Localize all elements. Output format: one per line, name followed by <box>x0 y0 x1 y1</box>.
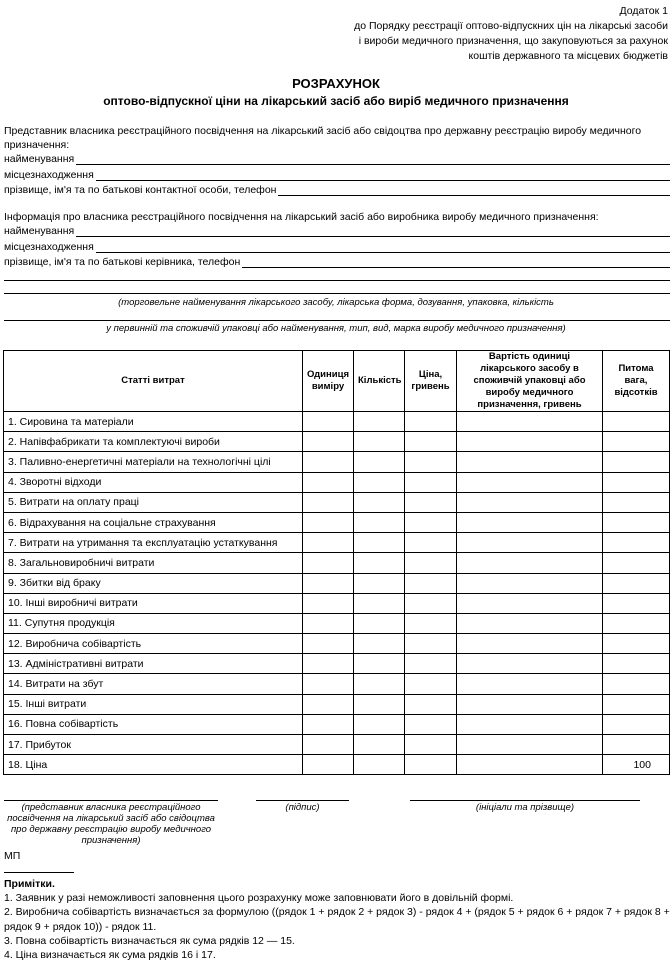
field-line[interactable] <box>76 152 670 165</box>
product-blank-line[interactable] <box>4 293 670 294</box>
cell-price[interactable] <box>405 735 457 755</box>
appendix-header <box>354 4 668 64</box>
owner-intro: Інформація про власника реєстраційного посвідчення на лікарський засіб або виробника виробу медичного призначення: <box>4 211 599 223</box>
signature-caption: (підпис) <box>285 802 320 813</box>
cell-price[interactable] <box>405 714 457 734</box>
notes-heading: Примітки. <box>4 878 55 890</box>
cell-price[interactable] <box>405 634 457 654</box>
field-label: найменування <box>4 153 75 165</box>
cell-item: 5. Витрати на оплату праці <box>4 492 303 512</box>
field-label: прізвище, ім'я та по батькові керівника, телефон <box>4 256 241 268</box>
appendix-line: Додаток 1 <box>619 5 668 17</box>
cell-share[interactable] <box>603 553 670 573</box>
cell-unit-cost[interactable] <box>457 512 603 532</box>
cell-unit-cost[interactable] <box>457 593 603 613</box>
cell-quantity[interactable] <box>354 613 405 633</box>
owner-head-field[interactable] <box>4 253 670 268</box>
cell-unit-cost[interactable] <box>457 533 603 553</box>
appendix-line: коштів державного та місцевих бюджетів <box>468 50 668 62</box>
cell-share[interactable] <box>603 613 670 633</box>
cell-share[interactable] <box>603 573 670 593</box>
cell-share[interactable] <box>603 412 670 432</box>
cell-item: 4. Зворотні відходи <box>4 472 303 492</box>
table-row <box>4 634 670 654</box>
cell-item: 10. Інші виробничі витрати <box>4 593 303 613</box>
cell-unit[interactable] <box>303 593 354 613</box>
cell-unit[interactable] <box>303 735 354 755</box>
header-share: Питома вага, відсотків <box>603 351 670 412</box>
cell-quantity[interactable] <box>354 533 405 553</box>
cell-share[interactable] <box>603 634 670 654</box>
cell-price[interactable] <box>405 613 457 633</box>
field-label: місцезнаходження <box>4 169 94 181</box>
cell-quantity[interactable] <box>354 573 405 593</box>
table-row <box>4 654 670 674</box>
table-header-row <box>4 351 670 412</box>
cell-quantity[interactable] <box>354 735 405 755</box>
cell-price[interactable] <box>405 533 457 553</box>
cell-share[interactable] <box>603 735 670 755</box>
field-label: найменування <box>4 225 75 237</box>
product-blank-line[interactable] <box>4 320 670 321</box>
cell-item: 14. Витрати на збут <box>4 674 303 694</box>
document-title: РОЗРАХУНОК <box>292 76 380 91</box>
cell-share[interactable]: 100 <box>603 755 670 775</box>
cell-unit-cost[interactable] <box>457 634 603 654</box>
cell-share[interactable] <box>603 593 670 613</box>
cell-price[interactable] <box>405 472 457 492</box>
cell-unit[interactable] <box>303 553 354 573</box>
representative-contact-field[interactable] <box>4 181 670 196</box>
cell-quantity[interactable] <box>354 472 405 492</box>
cell-item: 3. Паливно-енергетичні матеріали на технологічні цілі <box>4 452 303 472</box>
cell-share[interactable] <box>603 492 670 512</box>
cell-item: 15. Інші витрати <box>4 694 303 714</box>
cell-unit[interactable] <box>303 694 354 714</box>
table-row <box>4 674 670 694</box>
table-row <box>4 755 670 775</box>
cell-share[interactable] <box>603 674 670 694</box>
cost-table-body <box>4 412 670 775</box>
cell-share[interactable] <box>603 472 670 492</box>
cell-price[interactable] <box>405 755 457 775</box>
notes <box>4 877 670 962</box>
cell-item: 9. Збитки від браку <box>4 573 303 593</box>
cell-quantity[interactable] <box>354 694 405 714</box>
cell-price[interactable] <box>405 654 457 674</box>
cell-item: 18. Ціна <box>4 755 303 775</box>
stamp-label: МП <box>4 850 21 862</box>
cell-share[interactable] <box>603 654 670 674</box>
cell-price[interactable] <box>405 573 457 593</box>
cell-price[interactable] <box>405 492 457 512</box>
cell-item: 7. Витрати на утримання та експлуатацію устаткування <box>4 533 303 553</box>
representative-location-field[interactable] <box>4 166 670 181</box>
field-line[interactable] <box>96 168 670 181</box>
cell-quantity[interactable] <box>354 452 405 472</box>
table-row <box>4 452 670 472</box>
cell-unit-cost[interactable] <box>457 553 603 573</box>
representative-intro: Представник власника реєстраційного посвідчення на лікарський засіб або свідоцтва про державну реєстрацію виробу медичного призначення: <box>4 125 642 151</box>
cell-quantity[interactable] <box>354 593 405 613</box>
cell-price[interactable] <box>405 694 457 714</box>
appendix-line: і вироби медичного призначення, що закуповуються за рахунок <box>358 35 668 47</box>
cell-unit[interactable] <box>303 472 354 492</box>
cell-share[interactable] <box>603 512 670 532</box>
cell-unit-cost[interactable] <box>457 694 603 714</box>
cell-unit-cost[interactable] <box>457 755 603 775</box>
note-item: 1. Заявник у разі неможливості заповнення цього розрахунку може заповнювати його в довільній формі. <box>4 892 514 905</box>
cell-quantity[interactable] <box>354 432 405 452</box>
product-blank-line[interactable] <box>4 280 670 281</box>
cell-unit-cost[interactable] <box>457 472 603 492</box>
table-row <box>4 613 670 633</box>
note-item: 2. Виробнича собівартість визначається за формулою ((рядок 1 + рядок 2 + рядок 3) - рядок 4 + (рядок 5 + рядок 6 + рядок 7 + рядок 8 + рядок 9 + рядок 10)) - рядок 11. <box>4 906 670 933</box>
representative-caption: (представник власника реєстраційного посвідчення на лікарський засіб або свідоцтва про державну реєстрацію виробу медичного призначення) <box>7 802 215 846</box>
note-item: 4. Ціна визначається як сума рядків 16 і 17. <box>4 949 216 962</box>
cell-unit-cost[interactable] <box>457 452 603 472</box>
cell-unit[interactable] <box>303 634 354 654</box>
cell-unit-cost[interactable] <box>457 573 603 593</box>
name-line[interactable] <box>410 800 640 801</box>
header-quantity: Кількість <box>354 351 405 412</box>
header-cost-item: Статті витрат <box>4 351 303 412</box>
table-row <box>4 573 670 593</box>
owner-name-field[interactable] <box>4 222 670 237</box>
cell-price[interactable] <box>405 412 457 432</box>
cell-share[interactable] <box>603 432 670 452</box>
cell-quantity[interactable] <box>354 634 405 654</box>
cell-unit[interactable] <box>303 452 354 472</box>
field-line[interactable] <box>278 183 670 196</box>
representative-name-field[interactable] <box>4 150 670 165</box>
cell-unit[interactable] <box>303 573 354 593</box>
cell-item: 17. Прибуток <box>4 735 303 755</box>
cell-item: 6. Відрахування на соціальне страхування <box>4 512 303 532</box>
cell-quantity[interactable] <box>354 492 405 512</box>
name-caption: (ініціали та прізвище) <box>475 802 575 813</box>
cell-quantity[interactable] <box>354 714 405 734</box>
table-row <box>4 694 670 714</box>
cost-table <box>3 350 670 775</box>
cell-unit[interactable] <box>303 714 354 734</box>
cell-item: 11. Супутня продукція <box>4 613 303 633</box>
table-row <box>4 533 670 553</box>
cell-unit-cost[interactable] <box>457 412 603 432</box>
document-subtitle: оптово-відпускної ціни на лікарський засіб або виріб медичного призначення <box>103 94 569 108</box>
cell-share[interactable] <box>603 452 670 472</box>
cell-unit[interactable] <box>303 512 354 532</box>
cell-item: 2. Напівфабрикати та комплектуючі вироби <box>4 432 303 452</box>
table-row <box>4 472 670 492</box>
cell-quantity[interactable] <box>354 755 405 775</box>
cell-quantity[interactable] <box>354 512 405 532</box>
cell-item: 8. Загальновиробничі витрати <box>4 553 303 573</box>
cell-unit-cost[interactable] <box>457 613 603 633</box>
cell-unit-cost[interactable] <box>457 674 603 694</box>
field-label: місцезнаходження <box>4 241 94 253</box>
cell-price[interactable] <box>405 674 457 694</box>
table-row <box>4 512 670 532</box>
cell-unit-cost[interactable] <box>457 735 603 755</box>
table-row <box>4 492 670 512</box>
cell-unit-cost[interactable] <box>457 714 603 734</box>
cell-quantity[interactable] <box>354 553 405 573</box>
field-line[interactable] <box>76 224 670 237</box>
cell-unit[interactable] <box>303 432 354 452</box>
cell-unit-cost[interactable] <box>457 654 603 674</box>
product-caption: (торговельне найменування лікарського засобу, лікарська форма, дозування, упаковка, кількість <box>118 297 554 308</box>
cell-unit[interactable] <box>303 533 354 553</box>
table-row <box>4 735 670 755</box>
representative-signature-line[interactable] <box>4 800 218 801</box>
cell-item: 13. Адміністративні витрати <box>4 654 303 674</box>
product-caption: у первинній та споживчій упаковці або найменування, тип, вид, марка виробу медичного призначення) <box>106 323 566 334</box>
owner-location-field[interactable] <box>4 238 670 253</box>
cell-unit-cost[interactable] <box>457 492 603 512</box>
cell-unit[interactable] <box>303 613 354 633</box>
cell-price[interactable] <box>405 512 457 532</box>
cell-unit[interactable] <box>303 674 354 694</box>
cell-share[interactable] <box>603 714 670 734</box>
header-price: Ціна, гривень <box>405 351 457 412</box>
table-row <box>4 412 670 432</box>
cell-quantity[interactable] <box>354 654 405 674</box>
cell-unit-cost[interactable] <box>457 432 603 452</box>
cell-quantity[interactable] <box>354 674 405 694</box>
table-row <box>4 432 670 452</box>
cell-price[interactable] <box>405 432 457 452</box>
field-label: прізвище, ім'я та по батькові контактної особи, телефон <box>4 184 277 196</box>
signature-line[interactable] <box>256 800 349 801</box>
header-unit: Одиниця виміру <box>303 351 354 412</box>
cell-share[interactable] <box>603 533 670 553</box>
cell-price[interactable] <box>405 593 457 613</box>
cell-unit[interactable] <box>303 755 354 775</box>
cell-unit[interactable] <box>303 412 354 432</box>
appendix-line: до Порядку реєстрації оптово-відпускних цін на лікарські засоби <box>354 20 668 32</box>
table-row <box>4 593 670 613</box>
cell-price[interactable] <box>405 553 457 573</box>
table-row <box>4 553 670 573</box>
cell-unit[interactable] <box>303 654 354 674</box>
note-item: 3. Повна собівартість визначається як сума рядків 12 — 15. <box>4 934 295 947</box>
cell-item: 12. Виробнича собівартість <box>4 634 303 654</box>
header-unit-cost: Вартість одиниці лікарського засобу в споживчій упаковці або виробу медичного призначення, гривень <box>457 351 603 412</box>
field-line[interactable] <box>242 255 670 268</box>
cell-unit[interactable] <box>303 492 354 512</box>
cell-share[interactable] <box>603 694 670 714</box>
table-row <box>4 714 670 734</box>
divider <box>4 872 74 873</box>
cell-quantity[interactable] <box>354 412 405 432</box>
cell-item: 1. Сировина та матеріали <box>4 412 303 432</box>
cell-price[interactable] <box>405 452 457 472</box>
cell-item: 16. Повна собівартість <box>4 714 303 734</box>
field-line[interactable] <box>96 240 670 253</box>
